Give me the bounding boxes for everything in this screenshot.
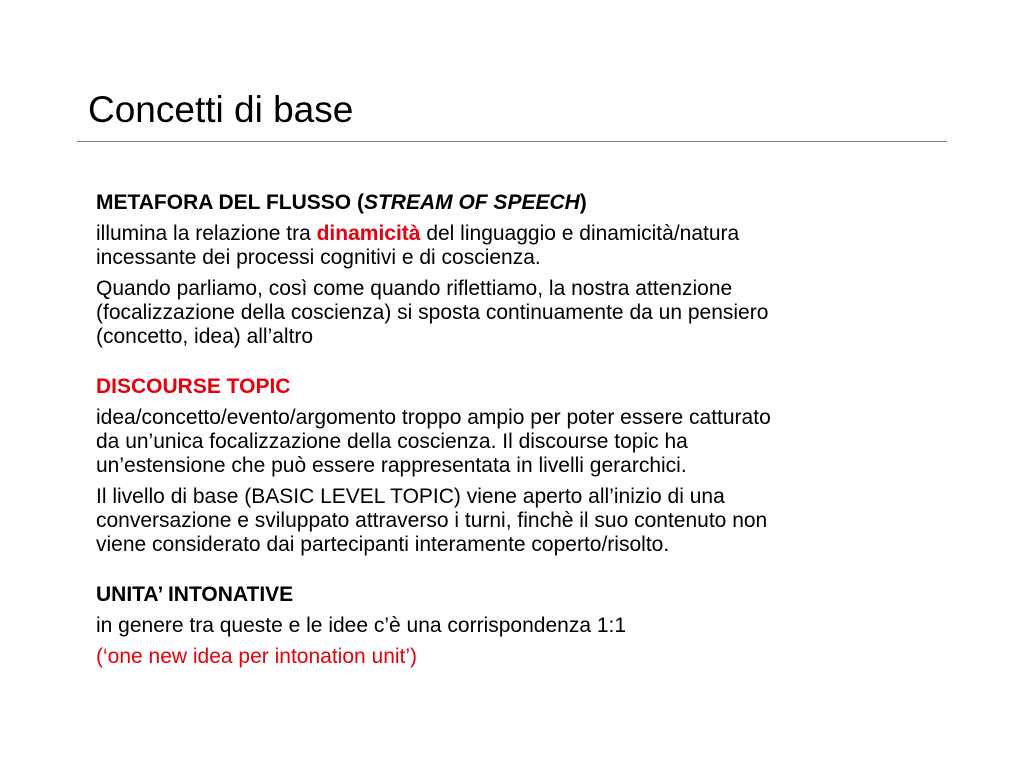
text-line: idea/concetto/evento/argomento troppo ampio per poter essere catturato	[96, 406, 771, 429]
text-line	[96, 222, 936, 246]
text-line: conversazione e sviluppato attraverso i turni, finchè il suo contenuto non	[96, 509, 768, 532]
heading-italic: STREAM OF SPEECH	[363, 191, 580, 214]
paragraph-basic-level-topic	[96, 485, 936, 557]
text-line: un’estensione che può essere rappresentata in livelli gerarchici.	[96, 454, 687, 477]
text-run: del linguaggio e dinamicità/natura	[420, 222, 740, 245]
text-line: Quando parliamo, così come quando riflettiamo, la nostra attenzione	[96, 277, 733, 300]
paragraph-one-new-idea: (‘one new idea per intonation unit’)	[96, 645, 418, 668]
heading-suffix: )	[579, 191, 587, 214]
section-heading-stream-of-speech	[96, 191, 936, 215]
title-divider	[77, 141, 947, 142]
text-line: da un’unica focalizzazione della coscienza. Il discourse topic ha	[96, 430, 688, 453]
text-line: viene considerato dai partecipanti interamente coperto/risolto.	[96, 533, 670, 556]
section-heading-discourse-topic: DISCOURSE TOPIC	[96, 375, 291, 398]
paragraph-dinamicita	[96, 222, 936, 270]
paragraph-attenzione	[96, 277, 936, 349]
paragraph-discourse-topic	[96, 406, 936, 478]
text-line: (concetto, idea) all’altro	[96, 325, 314, 348]
slide-title: Concetti di base	[88, 89, 354, 130]
text-run: illumina la relazione tra	[96, 222, 317, 245]
text-line: Il livello di base (BASIC LEVEL TOPIC) viene aperto all’inizio di una	[96, 485, 725, 508]
paragraph-corrispondenza: in genere tra queste e le idee c’è una corrispondenza 1:1	[96, 614, 627, 637]
section-heading-unita-intonative: UNITA’ INTONATIVE	[96, 583, 294, 606]
text-line: incessante dei processi cognitivi e di coscienza.	[96, 246, 541, 269]
slide-body	[96, 191, 936, 669]
highlight-dinamicita: dinamicità	[316, 222, 421, 245]
text-line: (focalizzazione della coscienza) si sposta continuamente da un pensiero	[96, 301, 769, 324]
heading-prefix: METAFORA DEL FLUSSO (	[96, 191, 364, 214]
